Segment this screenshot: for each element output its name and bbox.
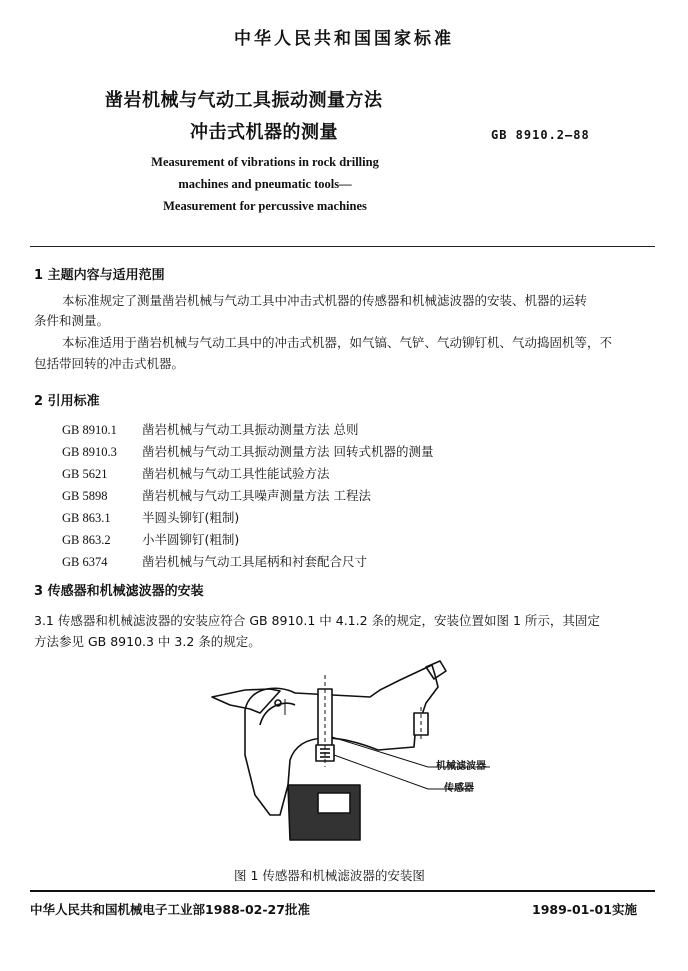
section-1-para1-line2: 条件和测量。 xyxy=(34,313,110,328)
reference-code: GB 863.1 xyxy=(62,511,111,525)
reference-title: 小半圆铆钉(粗制) xyxy=(142,532,240,547)
section-1-para2-line1: 本标准适用于凿岩机械与气动工具中的冲击式机器，如气镐、气铲、气动铆钉机、气动捣固机等，不 xyxy=(62,335,613,350)
section-2-heading: 2 引用标准 xyxy=(34,394,100,409)
standard-number: GB 8910.2—88 xyxy=(491,128,590,142)
reference-row xyxy=(62,420,358,438)
reference-row xyxy=(62,530,239,548)
header-divider xyxy=(30,246,655,247)
reference-code: GB 5898 xyxy=(62,489,108,503)
reference-code: GB 5621 xyxy=(62,467,108,481)
title-en-line3: Measurement for percussive machines xyxy=(163,199,367,213)
reference-title: 半圆头铆钉(粗制) xyxy=(142,510,240,525)
title-cn-line2: 冲击式机器的测量 xyxy=(190,122,338,143)
issuing-header: 中华人民共和国国家标准 xyxy=(234,29,454,49)
reference-code: GB 8910.1 xyxy=(62,423,117,437)
reference-row xyxy=(62,464,330,482)
reference-title: 凿岩机械与气动工具性能试验方法 xyxy=(142,466,330,481)
reference-row xyxy=(62,442,433,460)
figure-caption: 图 1 传感器和机械滤波器的安装图 xyxy=(234,868,425,883)
reference-title: 凿岩机械与气动工具尾柄和衬套配合尺寸 xyxy=(142,554,368,569)
section-3-heading: 3 传感器和机械滤波器的安装 xyxy=(34,584,204,599)
section-3-para1-line1: 3.1 传感器和机械滤波器的安装应符合 GB 8910.1 中 4.1.2 条的规定，安装位置如图 1 所示，其固定 xyxy=(34,613,600,628)
reference-row xyxy=(62,552,367,570)
installation-figure xyxy=(200,655,490,855)
reference-row xyxy=(62,486,371,504)
footer-divider xyxy=(30,890,655,892)
section-3-para1-line2: 方法参见 GB 8910.3 中 3.2 条的规定。 xyxy=(34,634,261,649)
title-cn-line1: 凿岩机械与气动工具振动测量方法 xyxy=(105,90,383,111)
reference-row xyxy=(62,508,239,526)
approval-line: 中华人民共和国机械电子工业部1988-02-27批准 xyxy=(30,902,310,917)
reference-code: GB 8910.3 xyxy=(62,445,117,459)
reference-title: 凿岩机械与气动工具噪声测量方法 工程法 xyxy=(142,488,371,503)
section-1-heading: 1 主题内容与适用范围 xyxy=(34,268,165,283)
label-mechanical-filter: 机械滤波器 xyxy=(436,761,486,772)
reference-code: GB 6374 xyxy=(62,555,108,569)
reference-title: 凿岩机械与气动工具振动测量方法 回转式机器的测量 xyxy=(142,444,434,459)
title-en-line2: machines and pneumatic tools— xyxy=(178,177,352,191)
reference-title: 凿岩机械与气动工具振动测量方法 总则 xyxy=(142,422,359,437)
implementation-date: 1989-01-01实施 xyxy=(532,902,637,917)
section-1-para1-line1: 本标准规定了测量凿岩机械与气动工具中冲击式机器的传感器和机械滤波器的安装、机器的运转 xyxy=(62,293,588,308)
title-en-line1: Measurement of vibrations in rock drilling xyxy=(151,155,379,169)
section-1-para2-line2: 包括带回转的冲击式机器。 xyxy=(34,356,185,371)
label-sensor: 传感器 xyxy=(444,783,474,794)
reference-code: GB 863.2 xyxy=(62,533,111,547)
